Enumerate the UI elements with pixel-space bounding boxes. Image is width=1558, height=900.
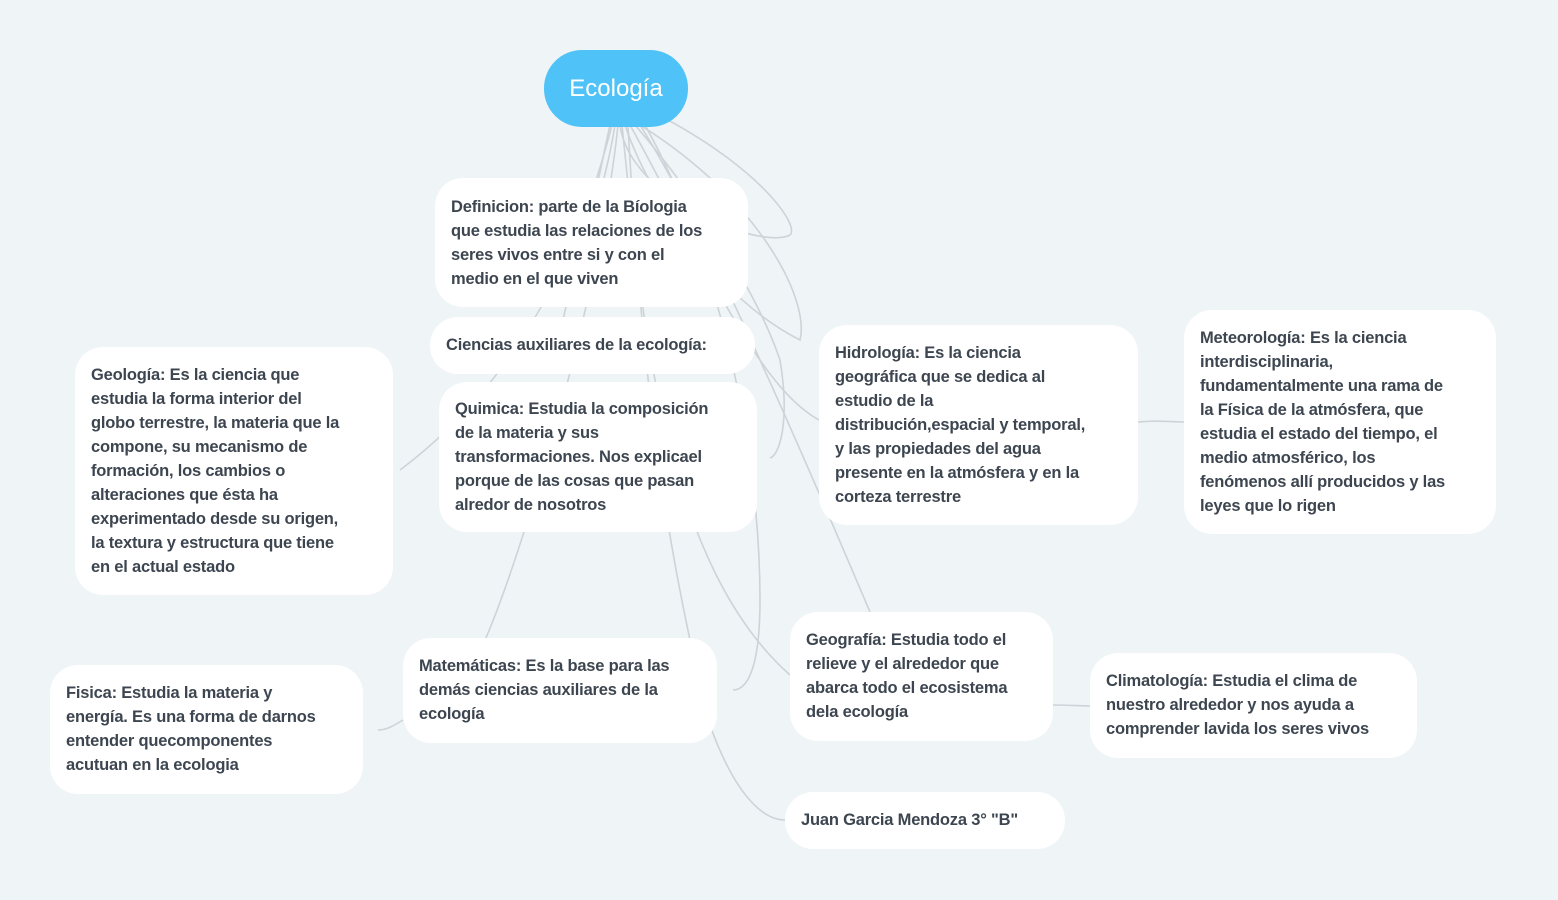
node-meteorologia[interactable]: Meteorología: Es la ciencia interdisciplinaria, fundamentalmente una rama de la Física de la atmósfera, que estudia el estado del tiempo, el medio atmosférico, los fenómenos allí producidos y las leyes que lo rigen: [1184, 310, 1496, 534]
node-ciencias-auxiliares[interactable]: Ciencias auxiliares de la ecología:: [430, 317, 755, 374]
node-definicion[interactable]: Definicion: parte de la Bíologia que estudia las relaciones de los seres vivos entre si y con el medio en el que viven: [435, 178, 748, 307]
root-node-ecologia[interactable]: Ecología: [544, 50, 688, 127]
node-geologia[interactable]: Geología: Es la ciencia que estudia la forma interior del globo terrestre, la materia que la compone, su mecanismo de formación, los cambios o alteraciones que ésta ha experimentado desde su origen, la textura y estructura que tiene en el actual estado: [75, 347, 393, 595]
node-autor[interactable]: Juan Garcia Mendoza 3° "B": [785, 792, 1065, 849]
node-fisica[interactable]: Fisica: Estudia la materia y energía. Es una forma de darnos entender quecomponentes acutuan en la ecologia: [50, 665, 363, 794]
node-climatologia[interactable]: Climatología: Estudia el clima de nuestro alrededor y nos ayuda a comprender lavida los seres vivos: [1090, 653, 1417, 758]
node-matematicas[interactable]: Matemáticas: Es la base para las demás ciencias auxiliares de la ecología: [403, 638, 717, 743]
node-geografia[interactable]: Geografía: Estudia todo el relieve y el alrededor que abarca todo el ecosistema dela ecología: [790, 612, 1053, 741]
node-hidrologia[interactable]: Hidrología: Es la ciencia geográfica que se dedica al estudio de la distribución,espacial y temporal, y las propiedades del agua presente en la atmósfera y en la corteza terrestre: [819, 325, 1138, 525]
node-quimica[interactable]: Quimica: Estudia la composición de la materia y sus transformaciones. Nos explicael porque de las cosas que pasan alredor de nosotros: [439, 382, 757, 532]
